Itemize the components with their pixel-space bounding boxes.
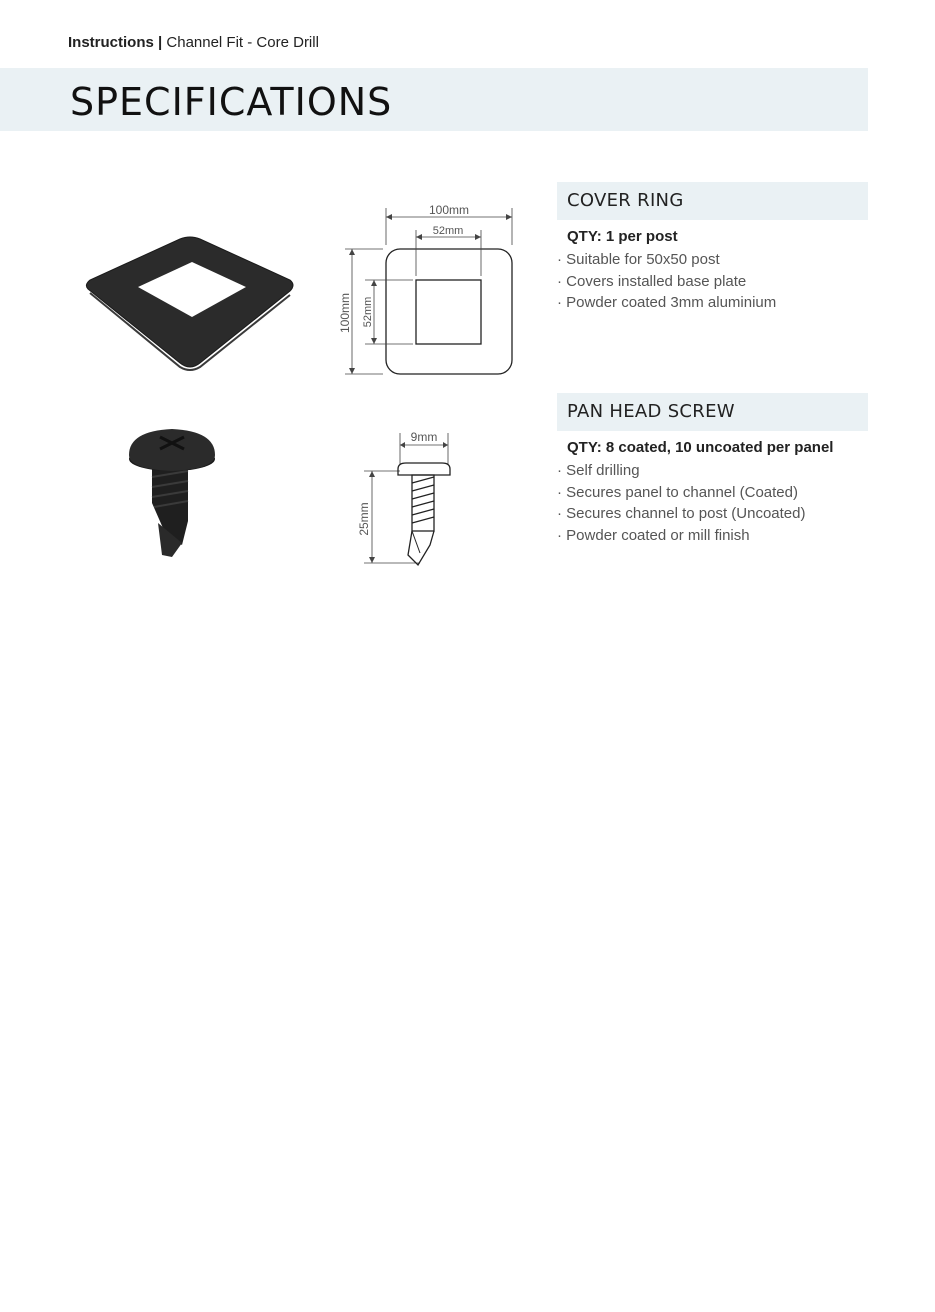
screw-length-label: 25mm <box>357 502 371 536</box>
list-item: · Secures channel to post (Uncoated) <box>557 503 868 525</box>
title-band <box>0 68 868 131</box>
pan-head-screw-image <box>122 425 222 565</box>
cover-ring-inner-width-label: 52mm <box>432 225 464 237</box>
cover-ring-outer-height-label: 100mm <box>338 292 352 334</box>
cover-ring-bullet-list <box>557 249 868 314</box>
list-item: · Suitable for 50x50 post <box>557 249 868 271</box>
list-item: · Covers installed base plate <box>557 271 868 293</box>
pan-head-screw-bullet-list <box>557 460 868 546</box>
list-item: · Powder coated 3mm aluminium <box>557 292 868 314</box>
cover-ring-drawing <box>335 200 520 380</box>
cover-ring-qty: QTY: 1 per post <box>567 228 678 245</box>
document-header <box>68 34 319 51</box>
cover-ring-heading: COVER RING <box>557 182 868 220</box>
list-item: · Secures panel to channel (Coated) <box>557 482 868 504</box>
cover-ring-outer-width-label: 100mm <box>428 203 470 217</box>
cover-ring-spec <box>557 182 868 314</box>
list-item: · Self drilling <box>557 460 868 482</box>
cover-ring-image <box>80 225 305 375</box>
pan-head-screw-heading: PAN HEAD SCREW <box>557 393 868 431</box>
pan-head-screw-spec <box>557 393 868 546</box>
pan-head-screw-qty: QTY: 8 coated, 10 uncoated per panel <box>567 439 834 456</box>
list-item: · Powder coated or mill finish <box>557 525 868 547</box>
header-subtitle: Channel Fit - Core Drill <box>166 34 319 51</box>
header-label: Instructions | <box>68 34 163 51</box>
page-title: SPECIFICATIONS <box>70 80 393 124</box>
cover-ring-inner-height-label: 52mm <box>362 296 374 328</box>
pan-head-screw-drawing <box>350 425 460 570</box>
screw-head-width-label: 9mm <box>410 430 438 444</box>
